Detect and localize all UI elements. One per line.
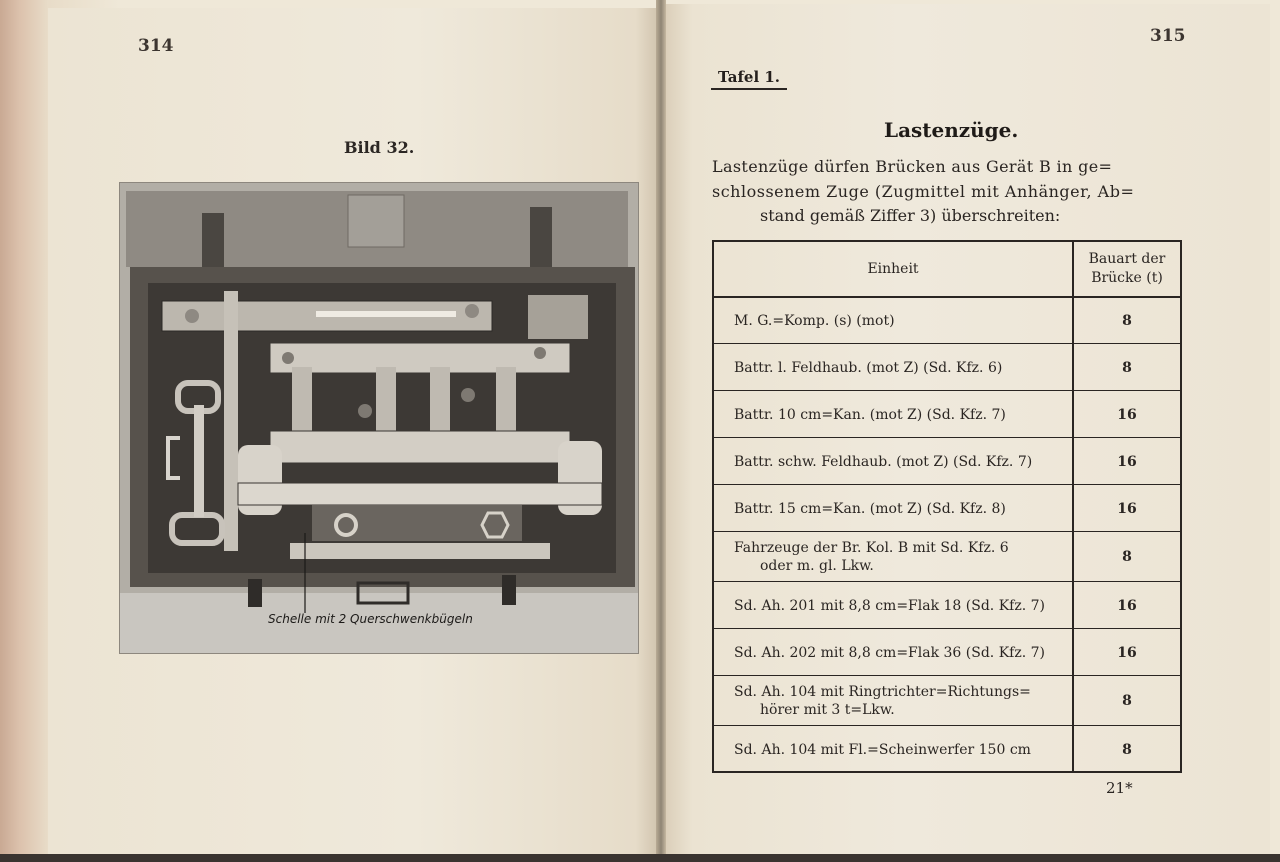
unit-cell: Sd. Ah. 201 mit 8,8 cm=Flak 18 (Sd. Kfz. 7) [734,597,1045,614]
signature-mark: 21* [1106,779,1133,797]
bridge-load-table [712,240,1182,773]
left-page-number: 314 [138,36,174,56]
value-cell: 16 [1117,453,1137,470]
right-page-number: 315 [1150,26,1186,46]
table-row [714,437,1180,485]
value-cell: 16 [1117,406,1137,423]
table-label: Tafel 1. [718,68,781,86]
table-row [714,675,1180,725]
unit-cell: M. G.=Komp. (s) (mot) [734,313,895,329]
figure-caption: Bild 32. [344,138,415,157]
value-cell: 16 [1117,500,1137,517]
value-cell: 8 [1122,692,1132,709]
intro-line-3: stand gemäß Ziffer 3) überschreiten: [760,206,1061,225]
value-cell: 16 [1117,644,1137,661]
unit-cell: Sd. Ah. 104 mit Fl.=Scheinwerfer 150 cm [734,741,1031,758]
header-bridge-type-line-2: Brücke (t) [1091,270,1163,286]
value-cell: 8 [1122,313,1132,329]
unit-cell: Battr. l. Feldhaub. (mot Z) (Sd. Kfz. 6) [734,359,1003,376]
unit-cell: Sd. Ah. 202 mit 8,8 cm=Flak 36 (Sd. Kfz. 7) [734,644,1045,661]
unit-cell: Sd. Ah. 104 mit Ringtrichter=Richtungs= hörer mit 3 t=Lkw. [734,683,1031,718]
value-cell: 16 [1117,597,1137,614]
equipment-case-photo [119,182,639,654]
table-row [714,725,1180,773]
book-gutter [656,0,666,862]
intro-line-1: Lastenzüge dürfen Brücken aus Gerät B in ge= [712,157,1113,176]
unit-cell: Fahrzeuge der Br. Kol. B mit Sd. Kfz. 6 oder m. gl. Lkw. [734,539,1009,574]
table-row [714,296,1180,344]
table-row [714,343,1180,391]
header-bridge-type-line-1: Bauart der [1088,251,1166,267]
unit-cell: Battr. 10 cm=Kan. (mot Z) (Sd. Kfz. 7) [734,406,1006,423]
table-row [714,531,1180,581]
intro-line-2: schlossenem Zuge (Zugmittel mit Anhänger, Ab= [712,182,1135,201]
photo-label: Schelle mit 2 Querschwenkbügeln [268,612,473,626]
table-row [714,484,1180,532]
unit-cell: Battr. schw. Feldhaub. (mot Z) (Sd. Kfz. 7) [734,453,1033,470]
toolbox-illustration [120,183,639,654]
value-cell: 8 [1122,359,1132,376]
table-label-underline [711,88,787,90]
unit-cell: Battr. 15 cm=Kan. (mot Z) (Sd. Kfz. 8) [734,500,1006,517]
value-cell: 8 [1122,741,1132,758]
book-bottom-edge [0,854,1280,862]
section-heading: Lastenzüge. [884,118,1019,142]
table-row [714,390,1180,438]
table-row [714,581,1180,629]
header-bridge-type [1074,242,1180,296]
header-unit: Einheit [867,260,919,277]
value-cell: 8 [1122,548,1132,565]
table-row [714,628,1180,676]
